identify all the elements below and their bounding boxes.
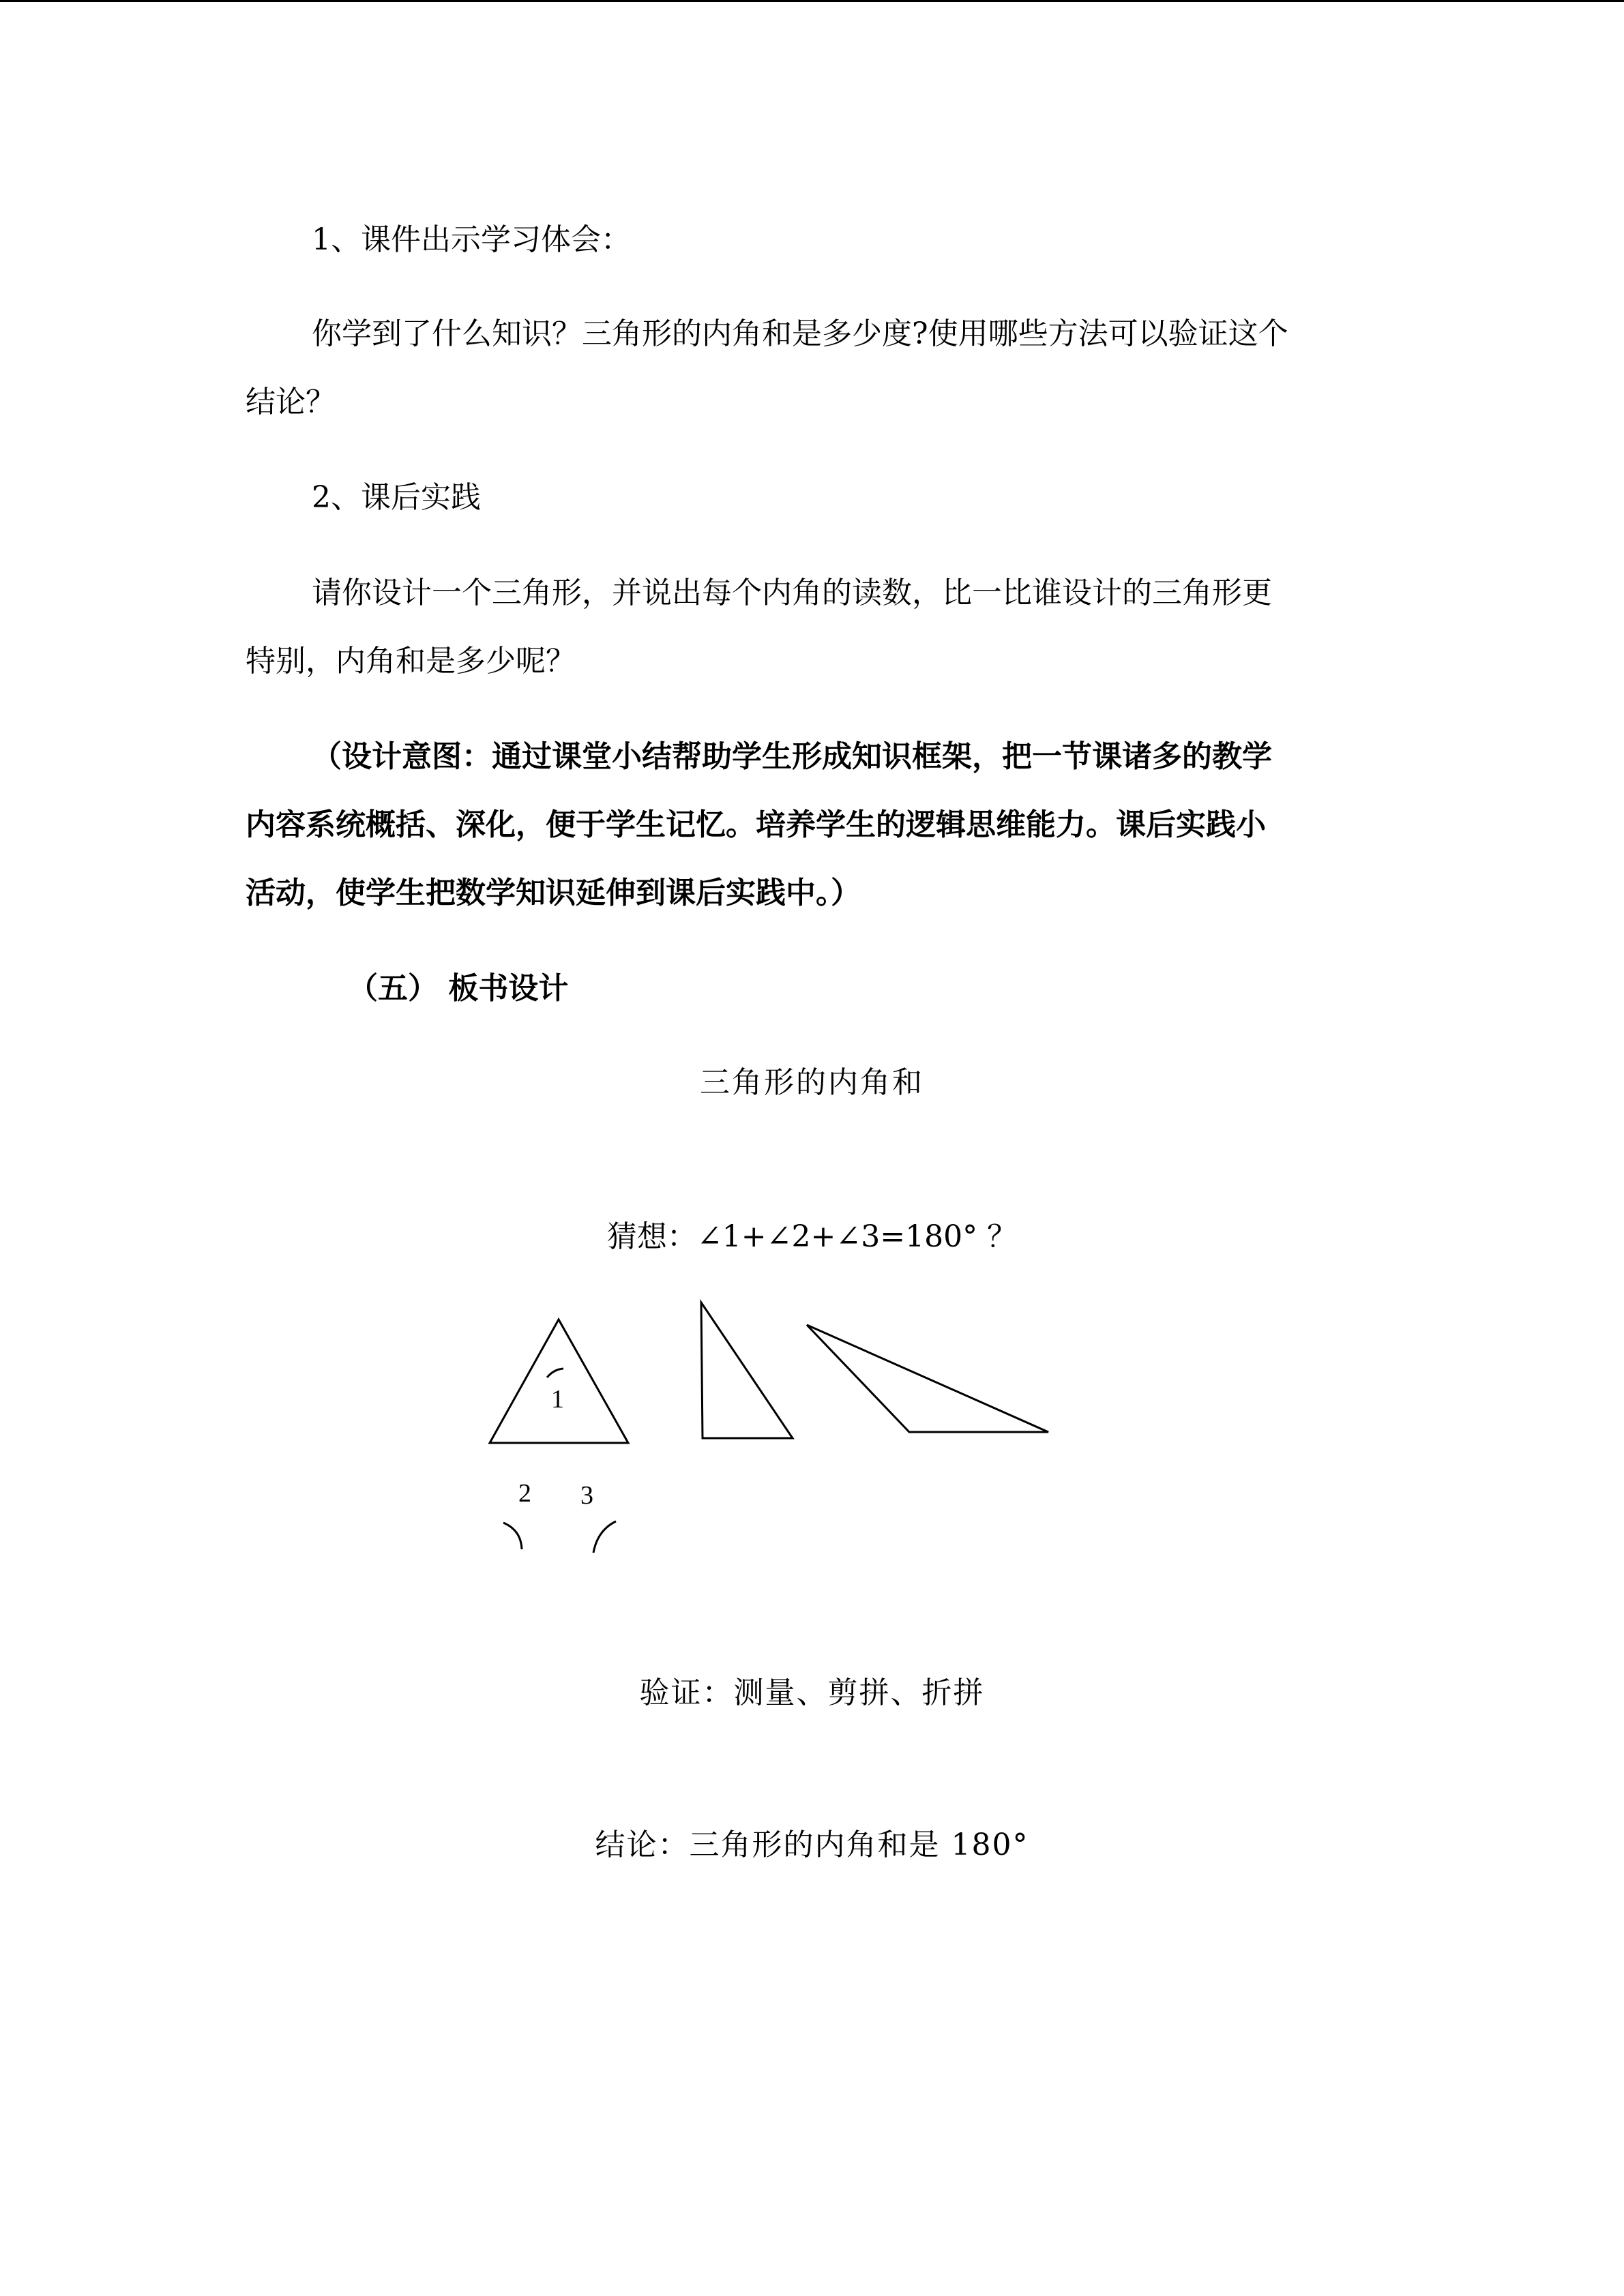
item1-title: 1、课件出示学习体会： bbox=[312, 222, 631, 257]
board-design-heading: （五） 板书设计 bbox=[348, 971, 569, 1006]
conclusion: 结论：三角形的内角和是 180° bbox=[595, 1828, 1029, 1862]
angle-3-label: 3 bbox=[580, 1481, 593, 1510]
item2-title: 2、课后实践 bbox=[312, 480, 481, 515]
item2-body-line1: 请你设计一个三角形，并说出每个内角的读数，比一比谁设计的三角形更 bbox=[312, 576, 1272, 610]
design-intent-line1: （设计意图：通过课堂小结帮助学生形成知识框架，把一节课诸多的教学 bbox=[312, 739, 1272, 774]
design-intent-line3: 活动，使学生把数学知识延伸到课后实践中。） bbox=[246, 876, 861, 910]
design-intent-line2: 内容系统概括、深化，便于学生记忆。培养学生的逻辑思维能力。课后实践小 bbox=[246, 807, 1266, 842]
angle-1-arc bbox=[547, 1369, 563, 1377]
item1-body-line2: 结论？ bbox=[246, 385, 336, 419]
angle-2-label: 2 bbox=[518, 1479, 531, 1508]
angle-1-label: 1 bbox=[551, 1385, 564, 1414]
verify-methods: 验证：测量、剪拼、折拼 bbox=[639, 1675, 985, 1710]
item1-body-line1: 你学到了什么知识？三角形的内角和是多少度?使用哪些方法可以验证这个 bbox=[312, 316, 1288, 351]
triangle-obtuse bbox=[807, 1325, 1048, 1432]
guess-formula: 猜想：∠1+∠2+∠3=180° ？ bbox=[606, 1219, 1018, 1254]
triangle-acute bbox=[490, 1320, 628, 1443]
triangle-right bbox=[701, 1302, 793, 1438]
angle-2-arc bbox=[503, 1523, 522, 1549]
item2-body-line2: 特别，内角和是多少呢？ bbox=[246, 644, 576, 679]
angle-3-arc bbox=[593, 1521, 616, 1553]
board-title: 三角形的内角和 bbox=[700, 1065, 924, 1100]
